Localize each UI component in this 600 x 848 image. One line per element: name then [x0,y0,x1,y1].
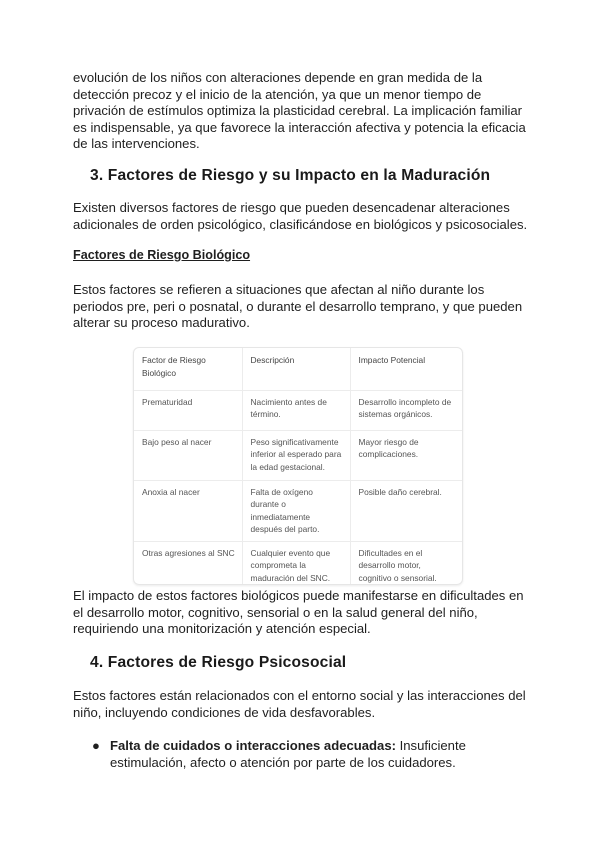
bullet-text [110,738,530,771]
table-header-row [134,348,462,390]
table-cell: Mayor riesgo de complicaciones. [350,430,462,480]
table-cell: Cualquier evento que comprometa la maduración del SNC. [242,541,350,585]
table-cell: Falta de oxígeno durante o inmediatamente después del parto. [242,480,350,541]
bullet-bold-lead: Falta de cuidados o interacciones adecuadas: [110,738,396,753]
table-header-cell: Descripción [242,348,350,390]
section-3-intro: Existen diversos factores de riesgo que pueden desencadenar alteraciones adicionales de orden psicológico, clasificándose en biológicos y psicosociales. [73,200,528,232]
table-header-cell: Impacto Potencial [350,348,462,390]
bullet-icon: ● [92,738,100,753]
table-cell: Otras agresiones al SNC [142,547,235,558]
after-table-paragraph: El impacto de estos factores biológicos puede manifestarse en dificultades en el desarrollo motor, cognitivo, sensorial o en la salud general del niño, requiriendo una monitorización y atención especial. [73,588,524,636]
intro-paragraph: evolución de los niños con alteraciones depende en gran medida de la detección precoz y el inicio de la atención, ya que un menor tiempo de privación de estímulos optimiza la plasticidad cerebral. La implicación familiar es indispensable, ya que favorece la interacción afectiva y potencia la eficacia de las intervenciones. [73,70,526,151]
biological-risk-subheading: Factores de Riesgo Biológico [73,248,251,262]
section-3-title: 3. Factores de Riesgo y su Impacto en la Maduración [90,167,491,184]
table-cell: Peso significativamente inferior al esperado para la edad gestacional. [242,430,350,480]
table-cell: Prematuridad [134,390,242,430]
table-row [134,430,462,480]
table-header-cell: Factor de Riesgo Biológico [134,348,242,390]
risk-factors-table [133,347,463,585]
table-cell: Bajo peso al nacer [134,430,242,480]
table-row [134,480,462,541]
table-cell: Dificultades en el desarrollo motor, cognitivo o sensorial. [350,541,462,585]
section-4-intro: Estos factores están relacionados con el entorno social y las interacciones del niño, incluyendo condiciones de vida desfavorables. [73,688,526,720]
bullet-body: Insuficiente estimulación, afecto o atención por parte de los cuidadores. [110,738,466,770]
table-cell: Posible daño cerebral. [350,480,462,541]
biological-risk-intro: Estos factores se refieren a situaciones que afectan al niño durante los periodos pre, peri o posnatal, o durante el desarrollo temprano, y que pueden alterar su proceso madurativo. [73,282,523,330]
table-cell: Desarrollo incompleto de sistemas orgánicos. [350,390,462,430]
table-cell: Anoxia al nacer [134,480,242,541]
table-row [134,390,462,430]
table-row [134,541,462,585]
table-cell: Nacimiento antes de término. [242,390,350,430]
section-4-title: 4. Factores de Riesgo Psicosocial [90,654,347,671]
